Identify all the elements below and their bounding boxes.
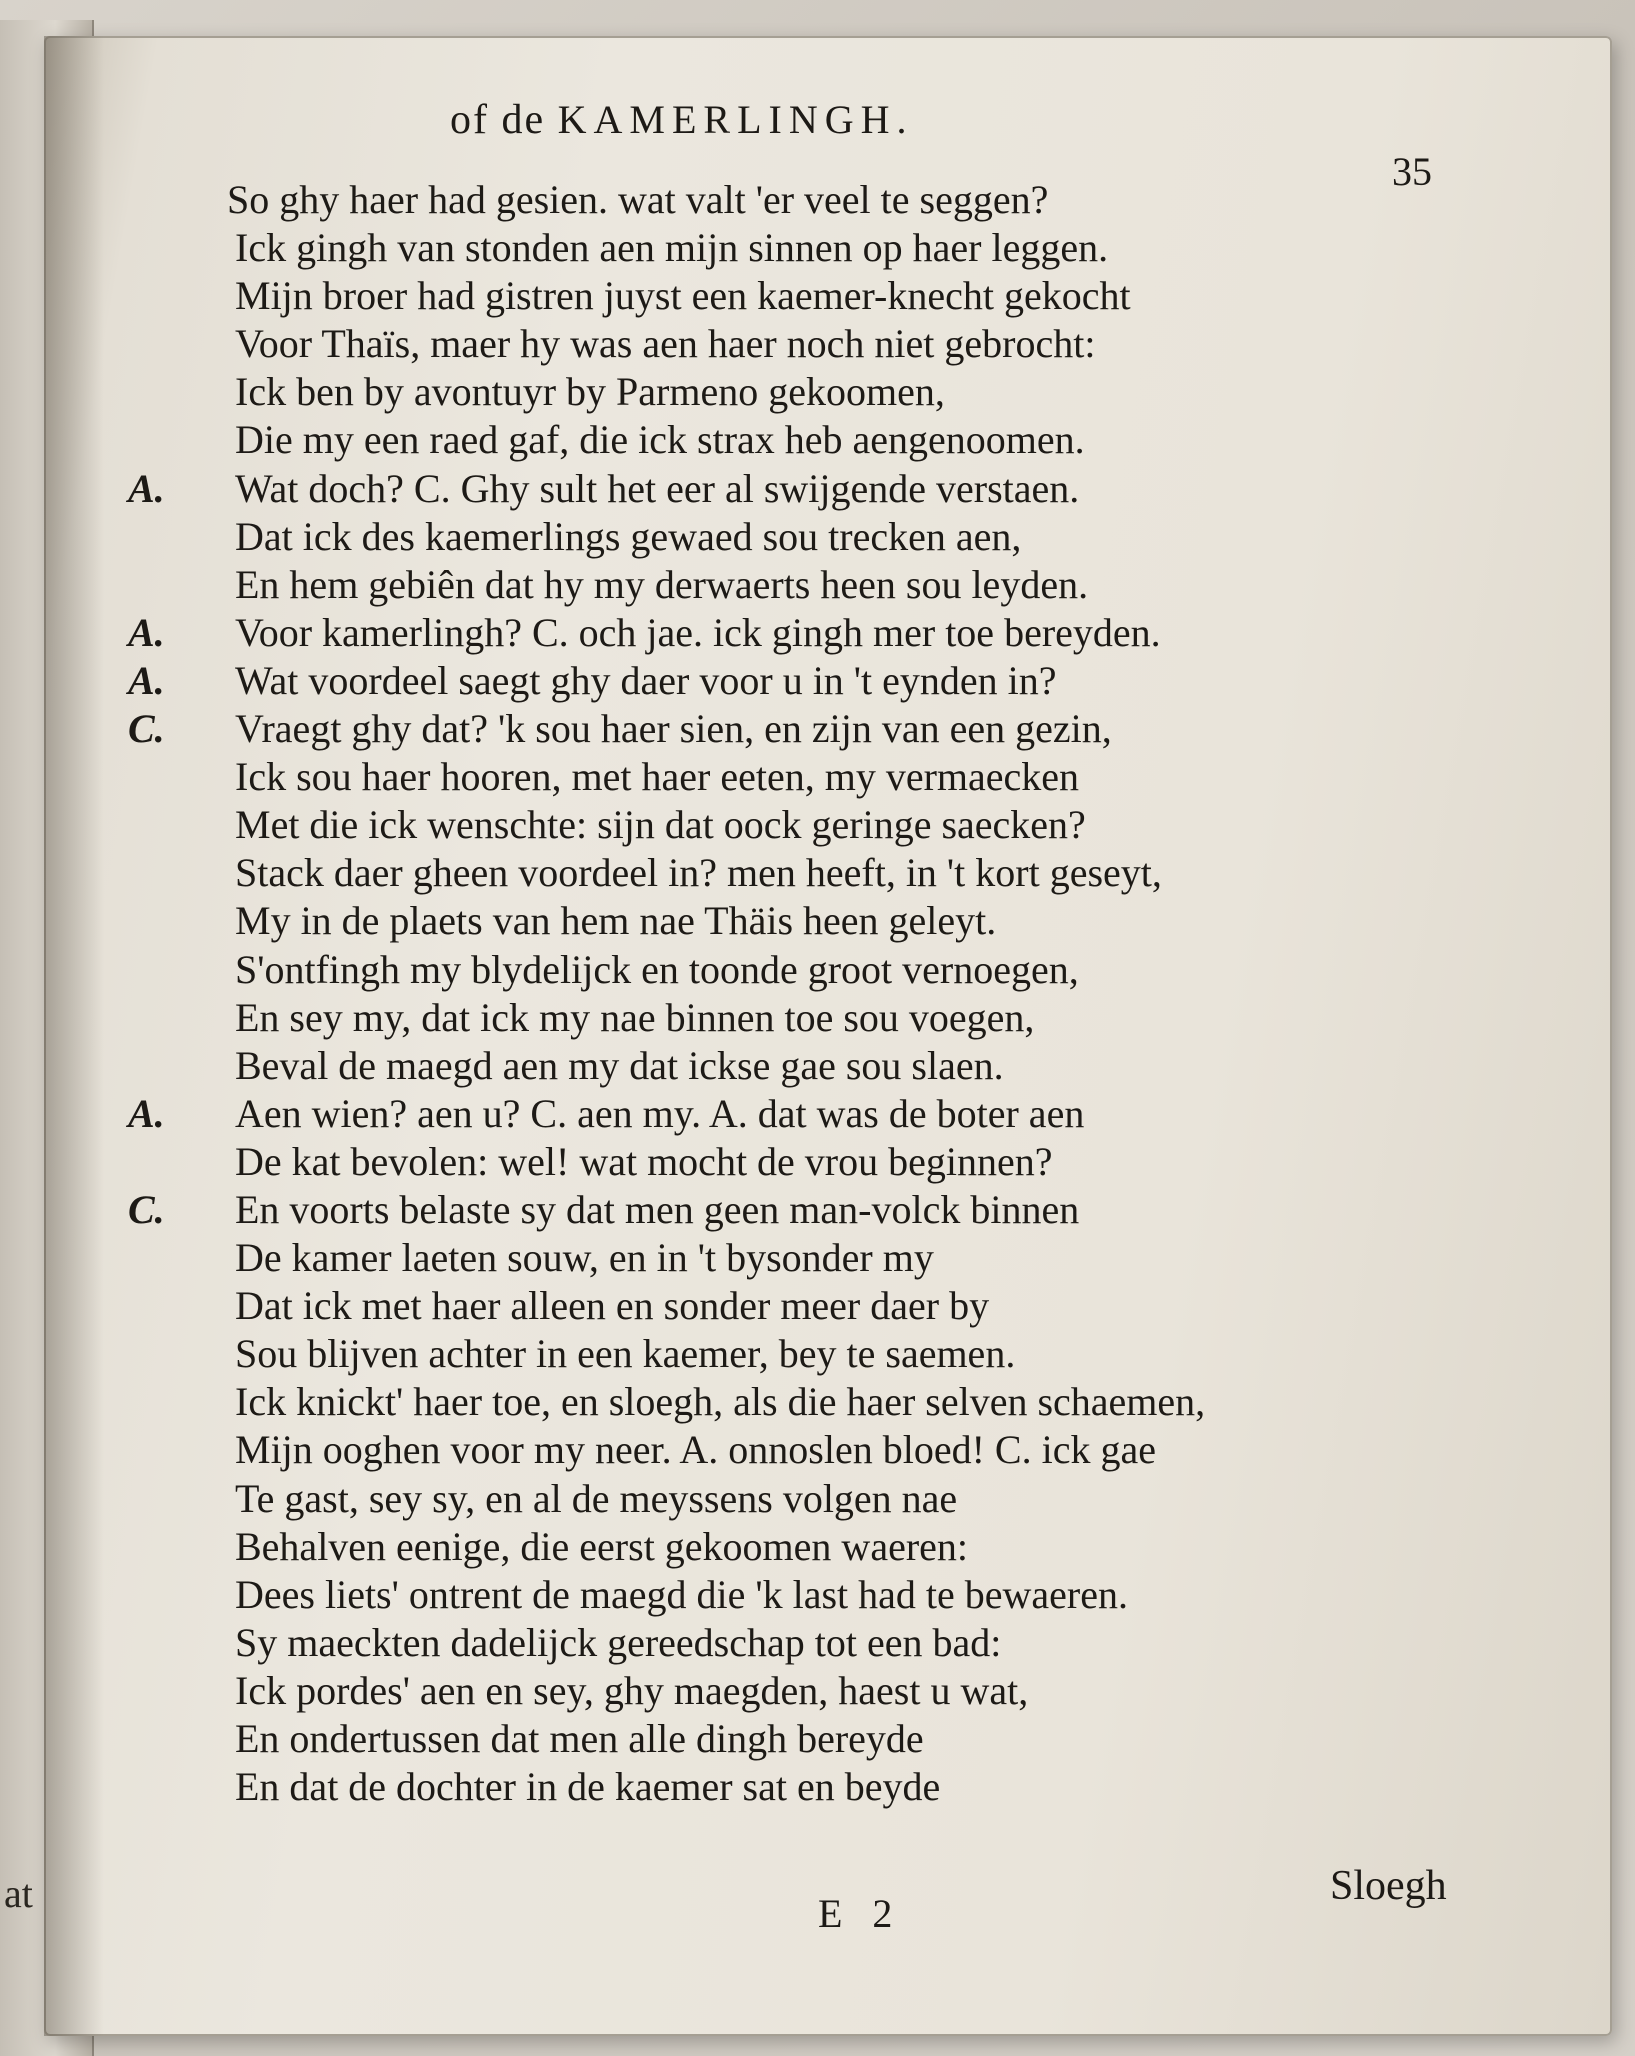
- verse-line: [180, 1475, 1430, 1523]
- verse-line-text: En dat de dochter in de kaemer sat en beyde: [235, 1764, 941, 1810]
- verse-line: [180, 561, 1430, 609]
- verse-line: [180, 946, 1430, 994]
- verse-line-text: De kat bevolen: wel! wat mocht de vrou beginnen?: [235, 1138, 1053, 1184]
- verse-line-text: Sy maeckten dadelijck gereedschap tot een bad:: [235, 1619, 1002, 1665]
- verse-line: [180, 1426, 1430, 1474]
- verse-line: [180, 1571, 1430, 1619]
- verse-line: [180, 1378, 1430, 1426]
- verse-line: [180, 272, 1430, 320]
- verse-line-text: Wat voordeel saegt ghy daer voor u in 't eynden in?: [235, 657, 1057, 703]
- verse-line-text: Ick knickt' haer toe, en sloegh, als die haer selven schaemen,: [235, 1379, 1206, 1425]
- verse-line: [180, 849, 1430, 897]
- verse-line: [180, 224, 1430, 272]
- verse-line-text: En hem gebiên dat hy my derwaerts heen sou leyden.: [235, 561, 1089, 607]
- running-head: [450, 96, 1150, 144]
- printer-signature: E 2: [818, 1891, 903, 1936]
- speaker-mark: A.: [128, 465, 165, 511]
- verse-line: [180, 801, 1430, 849]
- verse-line: [128, 609, 1430, 657]
- verse-line: [180, 1042, 1430, 1090]
- verse-line: [180, 416, 1430, 464]
- verse-text-block: [128, 176, 1430, 1811]
- verse-line-text: Dat ick des kaemerlings gewaed sou trecken aen,: [235, 513, 1022, 559]
- verse-line-text: Stack daer gheen voordeel in? men heeft, in 't kort geseyt,: [235, 850, 1162, 896]
- verse-line: [180, 753, 1430, 801]
- verse-line-text: My in de plaets van hem nae Thäis heen geleyt.: [235, 898, 997, 944]
- page-gutter-shadow: [44, 36, 104, 2036]
- verse-line-text: Ick ben by avontuyr by Parmeno gekoomen,: [235, 369, 945, 415]
- verse-line: [180, 1619, 1430, 1667]
- verse-line: [128, 1186, 1430, 1234]
- speaker-mark: A.: [128, 609, 165, 655]
- verse-line-text: Mijn broer had gistren juyst een kaemer-knecht gekocht: [235, 273, 1131, 319]
- verse-line: [180, 1234, 1430, 1282]
- speaker-mark: C.: [128, 1186, 165, 1232]
- speaker-mark: A.: [128, 1090, 165, 1136]
- verse-line: [128, 465, 1430, 513]
- catchword: Sloegh: [1330, 1863, 1447, 1909]
- running-head-title: KAMERLINGH.: [557, 97, 914, 142]
- verse-line-text: Ick pordes' aen en sey, ghy maegden, haest u wat,: [235, 1667, 1029, 1713]
- speaker-mark: A.: [128, 657, 165, 703]
- verse-line-text: Behalven eenige, die eerst gekoomen waeren:: [235, 1523, 969, 1569]
- verse-line: [180, 1715, 1430, 1763]
- verse-line-text: So ghy haer had gesien. wat valt 'er veel te seggen?: [227, 177, 1049, 222]
- verse-line-text: Aen wien? aen u? C. aen my. A. dat was de boter aen: [235, 1090, 1085, 1136]
- verse-line: [128, 1090, 1430, 1138]
- verse-line-text: Ick gingh van stonden aen mijn sinnen op haer leggen.: [235, 225, 1109, 271]
- verse-line: [128, 705, 1430, 753]
- verse-line: [180, 176, 1430, 224]
- verse-line: [180, 368, 1430, 416]
- verse-line-text: Dat ick met haer alleen en sonder meer daer by: [235, 1283, 990, 1329]
- verse-line-text: Voor Thaïs, maer hy was aen haer noch niet gebrocht:: [235, 321, 1096, 367]
- verse-line-text: En sey my, dat ick my nae binnen toe sou voegen,: [235, 994, 1035, 1040]
- verse-line-text: De kamer laeten souw, en in 't bysonder my: [235, 1235, 934, 1281]
- verse-line-text: Met die ick wenschte: sijn dat oock geringe saecken?: [235, 802, 1086, 848]
- verse-line-text: Sou blijven achter in een kaemer, bey te saemen.: [235, 1331, 1016, 1377]
- verse-line-text: Ick sou haer hooren, met haer eeten, my vermaecken: [235, 754, 1080, 800]
- verse-line: [180, 1138, 1430, 1186]
- verse-line-text: Te gast, sey sy, en al de meyssens volgen nae: [235, 1475, 958, 1521]
- verse-line: [180, 1523, 1430, 1571]
- verse-line-text: Vraegt ghy dat? 'k sou haer sien, en zijn van een gezin,: [235, 706, 1112, 752]
- running-head-prefix: of de: [450, 97, 546, 143]
- verse-line: [180, 1667, 1430, 1715]
- verse-line-text: Voor kamerlingh? C. och jae. ick gingh mer toe bereyden.: [235, 609, 1161, 655]
- page-number: 35: [1392, 149, 1432, 194]
- speaker-mark: C.: [128, 706, 165, 752]
- verse-line-text: Wat doch? C. Ghy sult het eer al swijgende verstaen.: [235, 465, 1080, 511]
- verse-line-text: Mijn ooghen voor my neer. A. onnoslen bloed! C. ick gae: [235, 1427, 1156, 1473]
- verse-line-text: Beval de maegd aen my dat ickse gae sou slaen.: [235, 1042, 1004, 1088]
- verse-line: [180, 994, 1430, 1042]
- verse-line: [180, 897, 1430, 945]
- verse-line-text: En voorts belaste sy dat men geen man-volck binnen: [235, 1186, 1080, 1232]
- verse-line-text: En ondertussen dat men alle dingh bereyde: [235, 1716, 924, 1761]
- verse-line-text: S'ontfingh my blydelijck en toonde groot vernoegen,: [235, 946, 1079, 992]
- verse-line-text: Die my een raed gaf, die ick strax heb aengenoomen.: [235, 417, 1085, 463]
- verse-line: [128, 657, 1430, 705]
- verse-line: [180, 1763, 1430, 1811]
- verse-line: [180, 1330, 1430, 1378]
- verse-line: [180, 1282, 1430, 1330]
- verse-line-text: Dees liets' ontrent de maegd die 'k last had te bewaeren.: [235, 1571, 1128, 1617]
- facing-page-fragment: at: [4, 1871, 33, 1916]
- verse-line: [180, 320, 1430, 368]
- verse-line: [180, 513, 1430, 561]
